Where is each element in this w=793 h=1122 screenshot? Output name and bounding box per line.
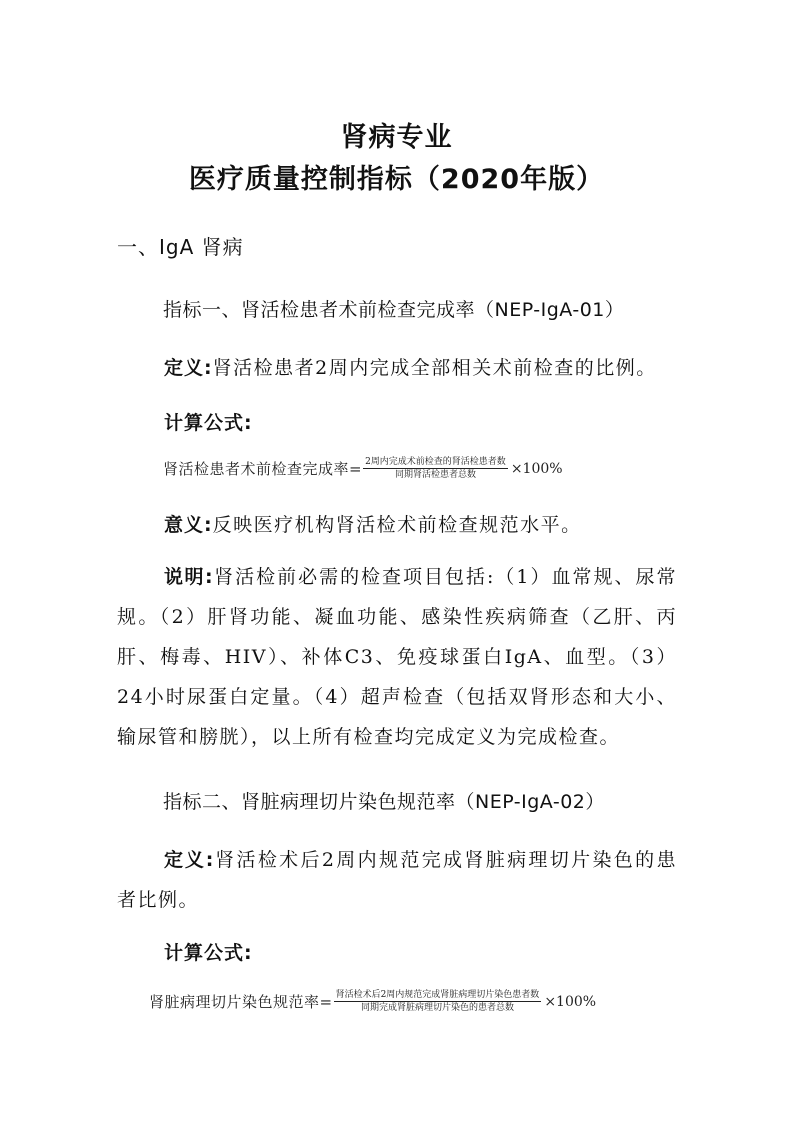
significance-text: 反映医疗机构肾活检术前检查规范水平。	[212, 514, 582, 536]
document-title-line1: 肾病专业	[340, 122, 453, 153]
definition-label: 定义:	[164, 357, 213, 379]
significance-label: 意义:	[164, 514, 213, 536]
formula-fraction	[334, 989, 542, 1014]
formula-rhs: ×100%	[544, 993, 597, 1010]
note-label: 说明:	[164, 566, 214, 588]
indicator1-note	[117, 557, 677, 757]
indicator1-heading: 指标一、肾活检患者术前检查完成率（NEP-IgA-01）	[163, 299, 625, 321]
formula-numerator: 肾活检术后2周内规范完成肾脏病理切片染色患者数	[335, 990, 540, 1000]
indicator2-formula	[149, 989, 596, 1014]
indicator1-definition	[117, 348, 677, 388]
indicator1-significance	[117, 505, 677, 545]
formula-numerator: 2周内完成术前检查的肾活检患者数	[365, 457, 506, 467]
note-text: 肾活检前必需的检查项目包括:（1）血常规、尿常规。（2）肝肾功能、凝血功能、感染性疾病筛查（乙肝、丙肝、梅毒、HIV）、补体C3、免疫球蛋白IgA、血型。（3）24小时尿蛋白定量。（4）超声检查（包括双肾形态和大小、输尿管和膀胱），以上所有检查均完成定义为完成检查。	[117, 566, 677, 748]
definition-text: 肾活检患者2周内完成全部相关术前检查的比例。	[212, 357, 657, 379]
indicator2-formula-label	[117, 933, 677, 973]
formula-denominator: 同期肾活检患者总数	[394, 470, 476, 480]
definition-text: 肾活检术后2周内规范完成肾脏病理切片染色的患者比例。	[117, 849, 677, 911]
formula-rhs: ×100%	[510, 460, 563, 477]
formula-fraction	[363, 456, 508, 481]
formula-denominator: 同期完成肾脏病理切片染色的患者总数	[360, 1003, 514, 1013]
indicator2-definition	[117, 840, 677, 920]
indicator1-formula	[163, 456, 563, 481]
section-heading-iga-nephropathy: 一、IgA 肾病	[117, 235, 244, 259]
formula-label: 计算公式:	[164, 412, 253, 434]
document-title-line2: 医疗质量控制指标（2020年版）	[188, 164, 605, 195]
definition-label: 定义:	[164, 849, 215, 871]
formula-lhs: 肾脏病理切片染色规范率=	[149, 993, 333, 1011]
formula-label: 计算公式:	[164, 942, 253, 964]
indicator1-formula-label	[117, 403, 677, 443]
indicator2-heading: 指标二、肾脏病理切片染色规范率（NEP-IgA-02）	[163, 791, 605, 813]
formula-lhs: 肾活检患者术前检查完成率=	[163, 460, 363, 478]
